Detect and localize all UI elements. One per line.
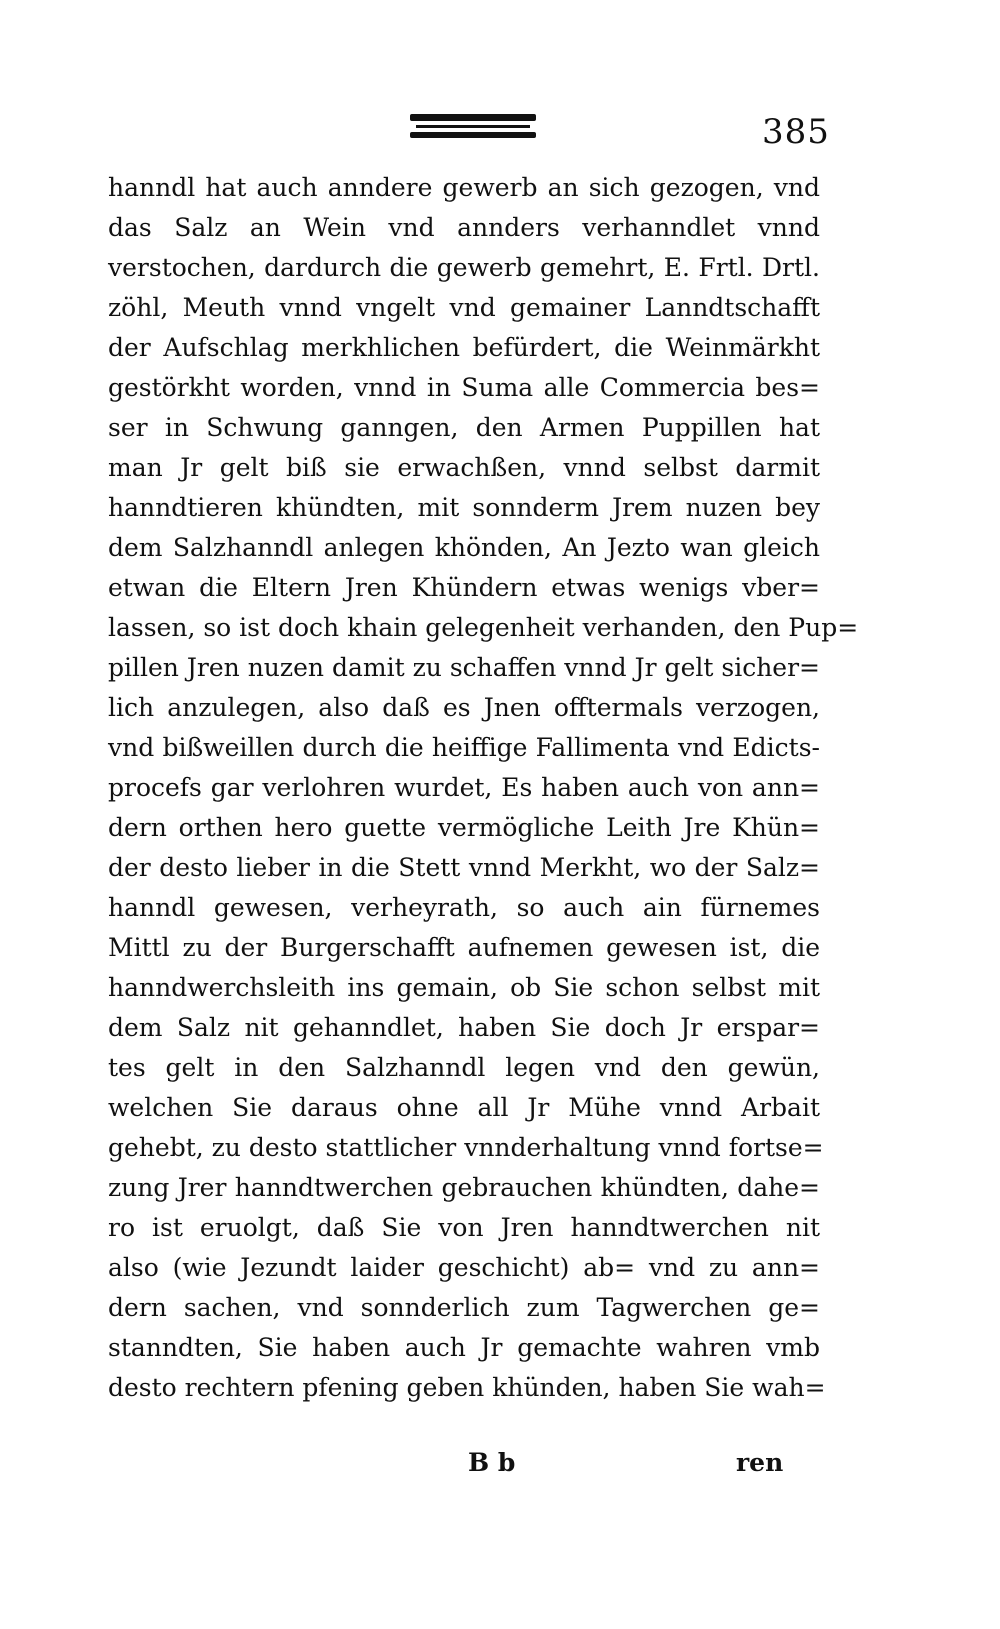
text-line: das Salz an Wein vnd annders verhanndlet vnnd [108, 213, 820, 242]
text-line: stanndten, Sie haben auch Jr gemachte wahren vmb [108, 1333, 820, 1362]
text-line: hanndwerchsleith ins gemain, ob Sie schon selbst mit [108, 973, 820, 1002]
text-line: dern orthen hero guette vermögliche Leith Jre Khün= [108, 813, 820, 842]
text-line: pillen Jren nuzen damit zu schaffen vnnd Jr gelt sicher= [108, 653, 820, 682]
text-line: zöhl, Meuth vnnd vngelt vnd gemainer Lanndtschafft [108, 293, 820, 322]
text-line: etwan die Eltern Jren Khündern etwas wenigs vber= [108, 573, 820, 602]
text-line: hanndtieren khündten, mit sonnderm Jrem nuzen bey [108, 493, 820, 522]
text-line: dern sachen, vnd sonnderlich zum Tagwerchen ge= [108, 1293, 820, 1322]
ornament-bar [410, 114, 536, 121]
text-line: der Aufschlag merkhlichen befürdert, die Weinmärkht [108, 333, 820, 362]
ornament-bar [410, 132, 536, 138]
text-line: also (wie Jezundt laider geschicht) ab= vnd zu ann= [108, 1253, 820, 1282]
page-footer [0, 1448, 1000, 1488]
catchword: ren [736, 1448, 784, 1477]
text-line: Mittl zu der Burgerschafft aufnemen gewesen ist, die [108, 933, 820, 962]
text-line: welchen Sie daraus ohne all Jr Mühe vnnd Arbait [108, 1093, 820, 1122]
text-line: procefs gar verlohren wurdet, Es haben auch von ann= [108, 773, 820, 802]
text-line: gehebt, zu desto stattlicher vnnderhaltung vnnd fortse= [108, 1133, 824, 1162]
text-line: ser in Schwung ganngen, den Armen Puppillen hat [108, 413, 820, 442]
text-line: man Jr gelt biß sie erwachßen, vnnd selbst darmit [108, 453, 820, 482]
text-line: ro ist eruolgt, daß Sie von Jren hanndtwerchen nit [108, 1213, 820, 1242]
header-ornament-rule [410, 114, 536, 140]
text-line: vnd bißweillen durch die heiffige Fallimenta vnd Edicts- [108, 733, 820, 762]
text-line: desto rechtern pfening geben khünden, haben Sie wah= [108, 1373, 826, 1402]
text-line: lich anzulegen, also daß es Jnen offtermals verzogen, [108, 693, 820, 722]
page-number: 385 [762, 112, 830, 152]
text-line: hanndl gewesen, verheyrath, so auch ain fürnemes [108, 893, 820, 922]
body-text [108, 168, 859, 1408]
text-line: hanndl hat auch anndere gewerb an sich gezogen, vnd [108, 173, 820, 202]
text-line: der desto lieber in die Stett vnnd Merkht, wo der Salz= [108, 853, 820, 882]
ornament-bar [416, 125, 530, 128]
text-line: dem Salz nit gehanndlet, haben Sie doch Jr erspar= [108, 1013, 820, 1042]
text-line: zung Jrer hanndtwerchen gebrauchen khündten, dahe= [108, 1173, 820, 1202]
text-line: tes gelt in den Salzhanndl legen vnd den gewün, [108, 1053, 820, 1082]
text-line: verstochen, dardurch die gewerb gemehrt, E. Frtl. Drtl. [108, 253, 820, 282]
signature-mark: B b [468, 1448, 516, 1477]
text-line: lassen, so ist doch khain gelegenheit verhanden, den Pup= [108, 613, 859, 642]
text-line: gestörkht worden, vnnd in Suma alle Commercia bes= [108, 373, 820, 402]
text-line: dem Salzhanndl anlegen khönden, An Jezto wan gleich [108, 533, 820, 562]
